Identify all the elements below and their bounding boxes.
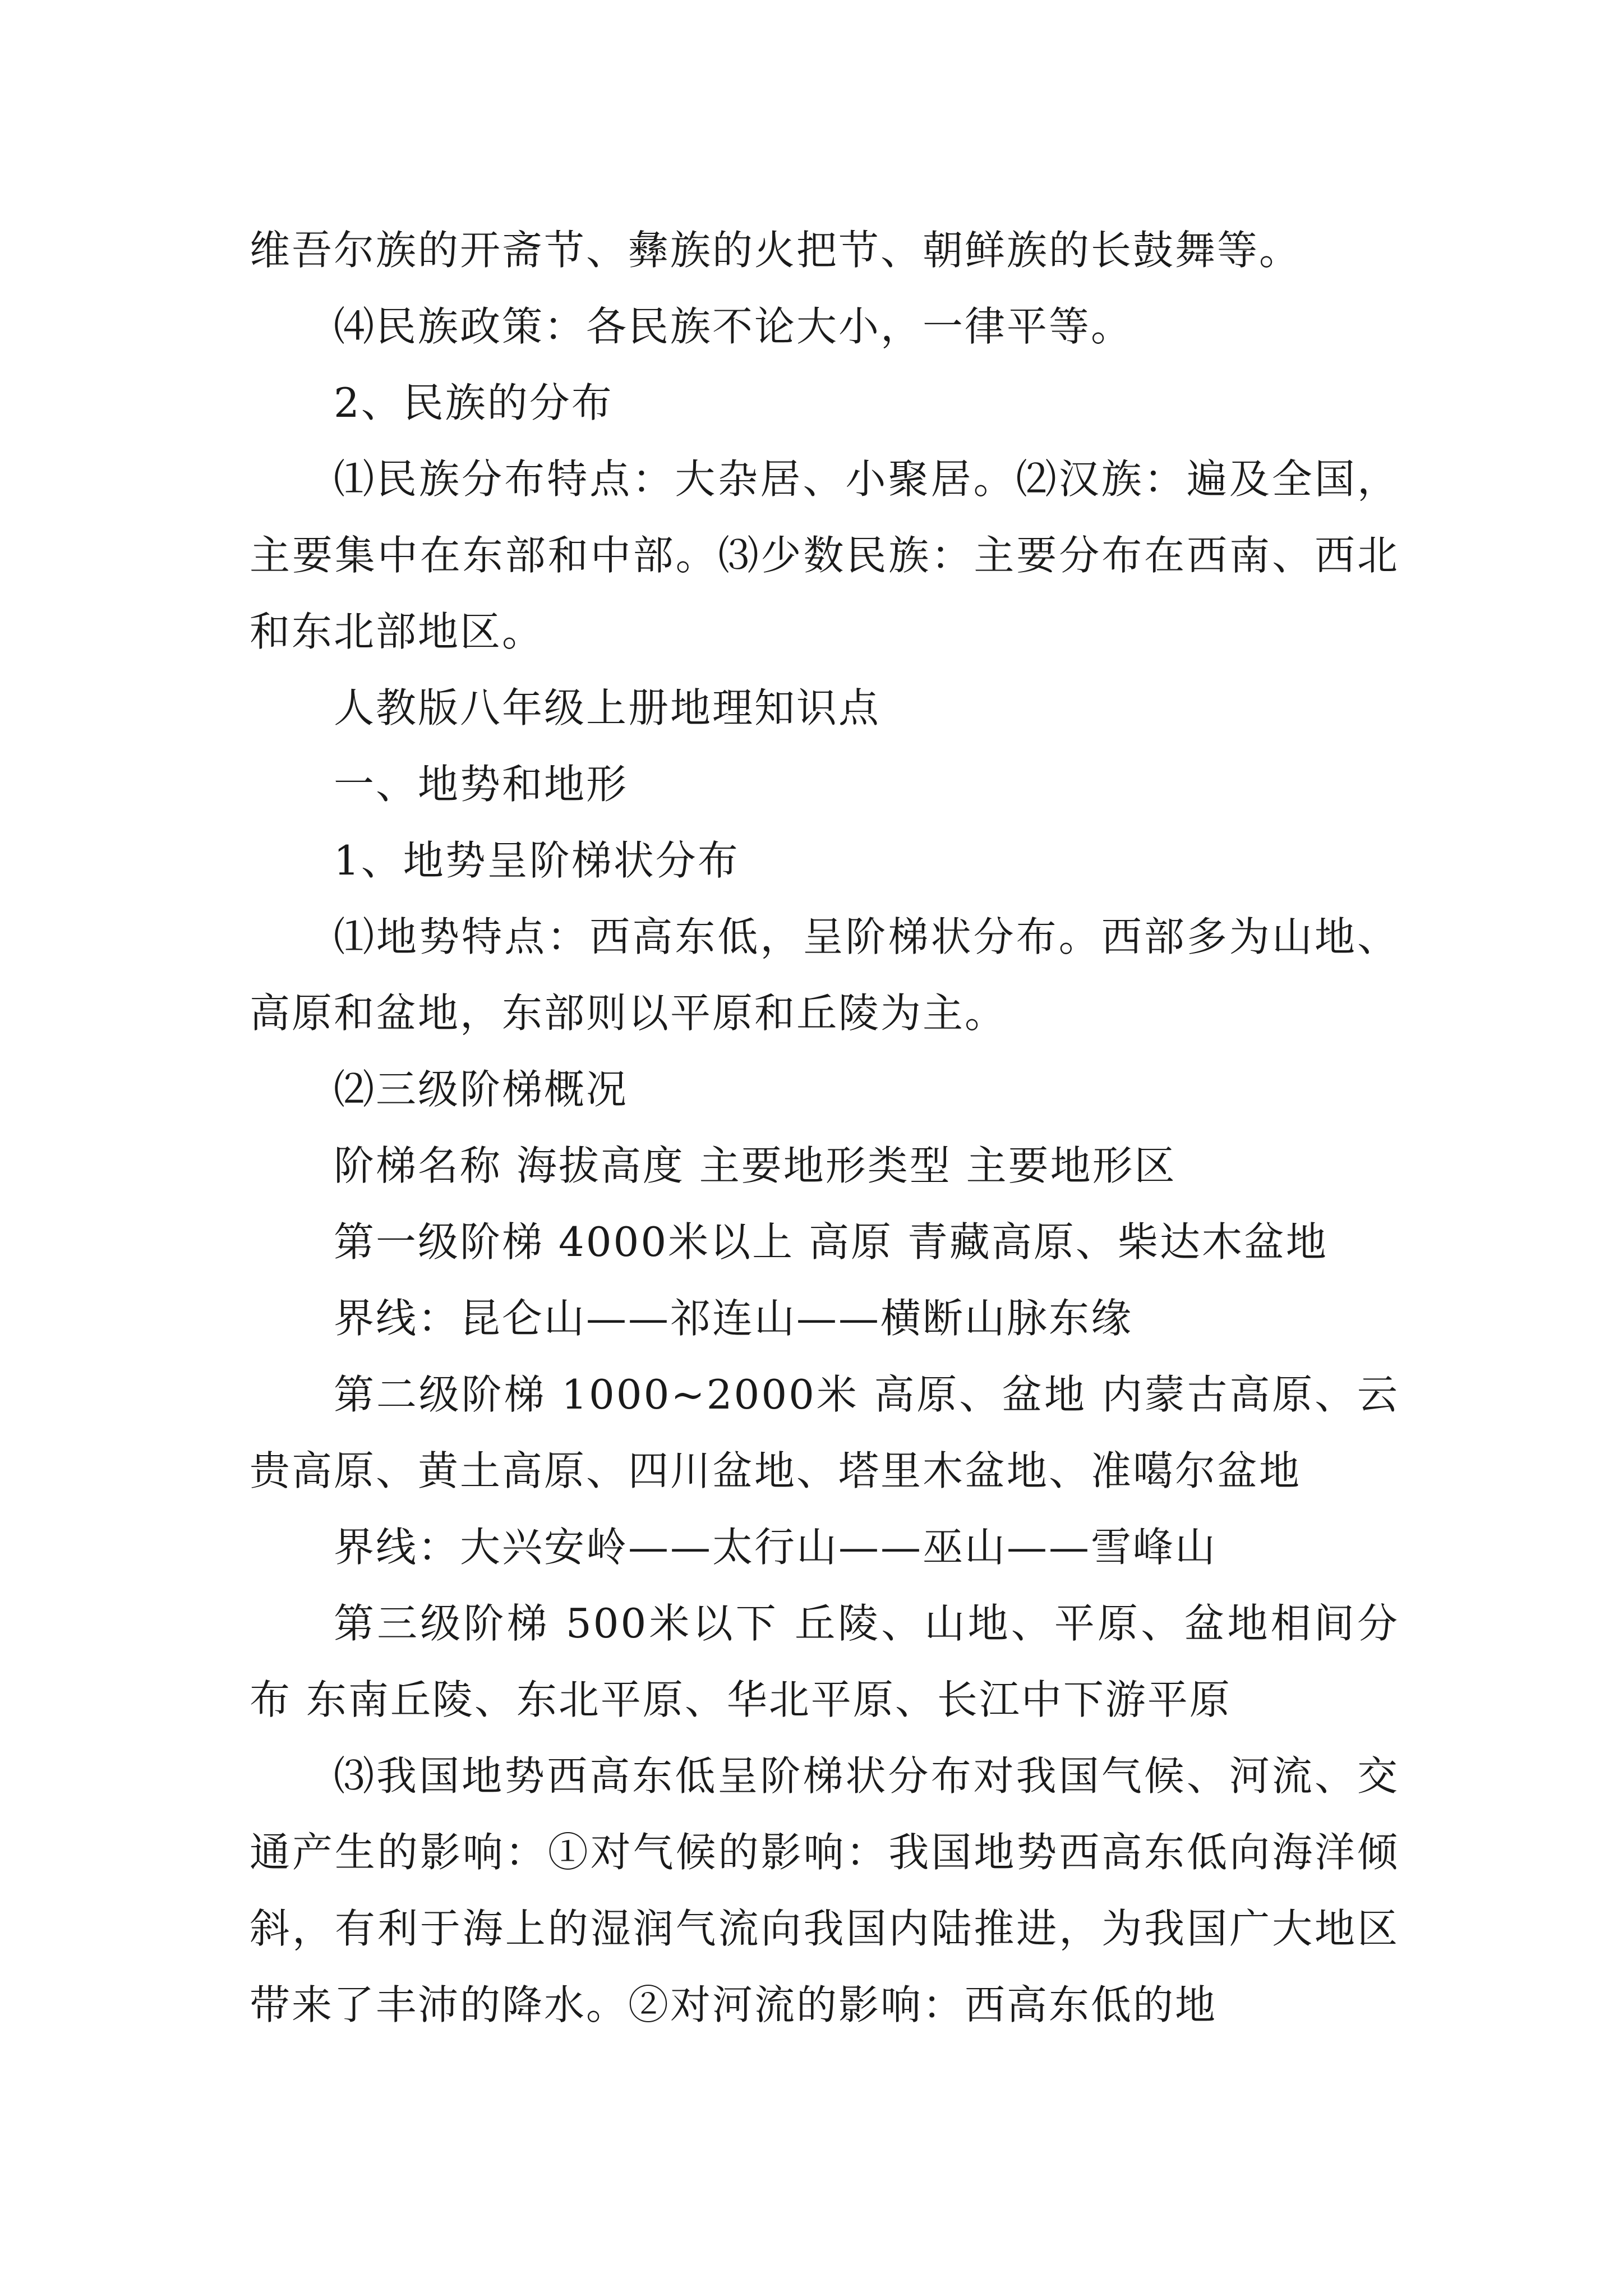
heading-terrain-steps: 1、地势呈阶梯状分布 <box>334 837 740 884</box>
row-second-boundary: 界线：大兴安岭——太行山——巫山——雪峰山 <box>334 1524 1218 1571</box>
paragraph-ethnic-policy: ⑷民族政策：各民族不论大小，一律平等。 <box>334 303 1133 350</box>
heading-terrain: 一、地势和地形 <box>334 761 629 808</box>
heading-geography-knowledge: 人教版八年级上册地理知识点 <box>334 684 881 731</box>
paragraph-festivals: 维吾尔族的开斋节、彝族的火把节、朝鲜族的长鼓舞等。 <box>250 227 1302 274</box>
heading-ethnic-distribution: 2、民族的分布 <box>334 379 614 426</box>
heading-three-steps: ⑵三级阶梯概况 <box>334 1066 629 1113</box>
row-first-boundary: 界线：昆仑山——祁连山——横断山脉东缘 <box>334 1295 1133 1342</box>
paragraph-distribution-features: ⑴民族分布特点：大杂居、小聚居。⑵汉族：遍及全国，主要集中在东部和中部。⑶少数民族：主要分布在西南、西北和东北部地区。 <box>250 455 1399 655</box>
paragraph-terrain-impact: ⑶我国地势西高东低呈阶梯状分布对我国气候、河流、交通产生的影响：①对气候的影响：我国地势西高东低向海洋倾斜，有利于海上的湿润气流向我国内陆推进，为我国广大地区带来了丰沛的降水。②对河流的影响：西高东低的地 <box>250 1752 1399 2028</box>
row-second-step: 第二级阶梯 1000~2000米 高原、盆地 内蒙古高原、云贵高原、黄土高原、四川盆地、塔里木盆地、准噶尔盆地 <box>250 1371 1399 1494</box>
row-third-step: 第三级阶梯 500米以下 丘陵、山地、平原、盆地相间分布 东南丘陵、东北平原、华北平原、长江中下游平原 <box>250 1600 1399 1723</box>
paragraph-terrain-features: ⑴地势特点：西高东低，呈阶梯状分布。西部多为山地、高原和盆地，东部则以平原和丘陵为主。 <box>250 913 1399 1037</box>
document-body <box>250 212 1399 2043</box>
row-table-header: 阶梯名称 海拔高度 主要地形类型 主要地形区 <box>334 1142 1177 1189</box>
row-first-step: 第一级阶梯 4000米以上 高原 青藏高原、柴达木盆地 <box>334 1218 1328 1266</box>
